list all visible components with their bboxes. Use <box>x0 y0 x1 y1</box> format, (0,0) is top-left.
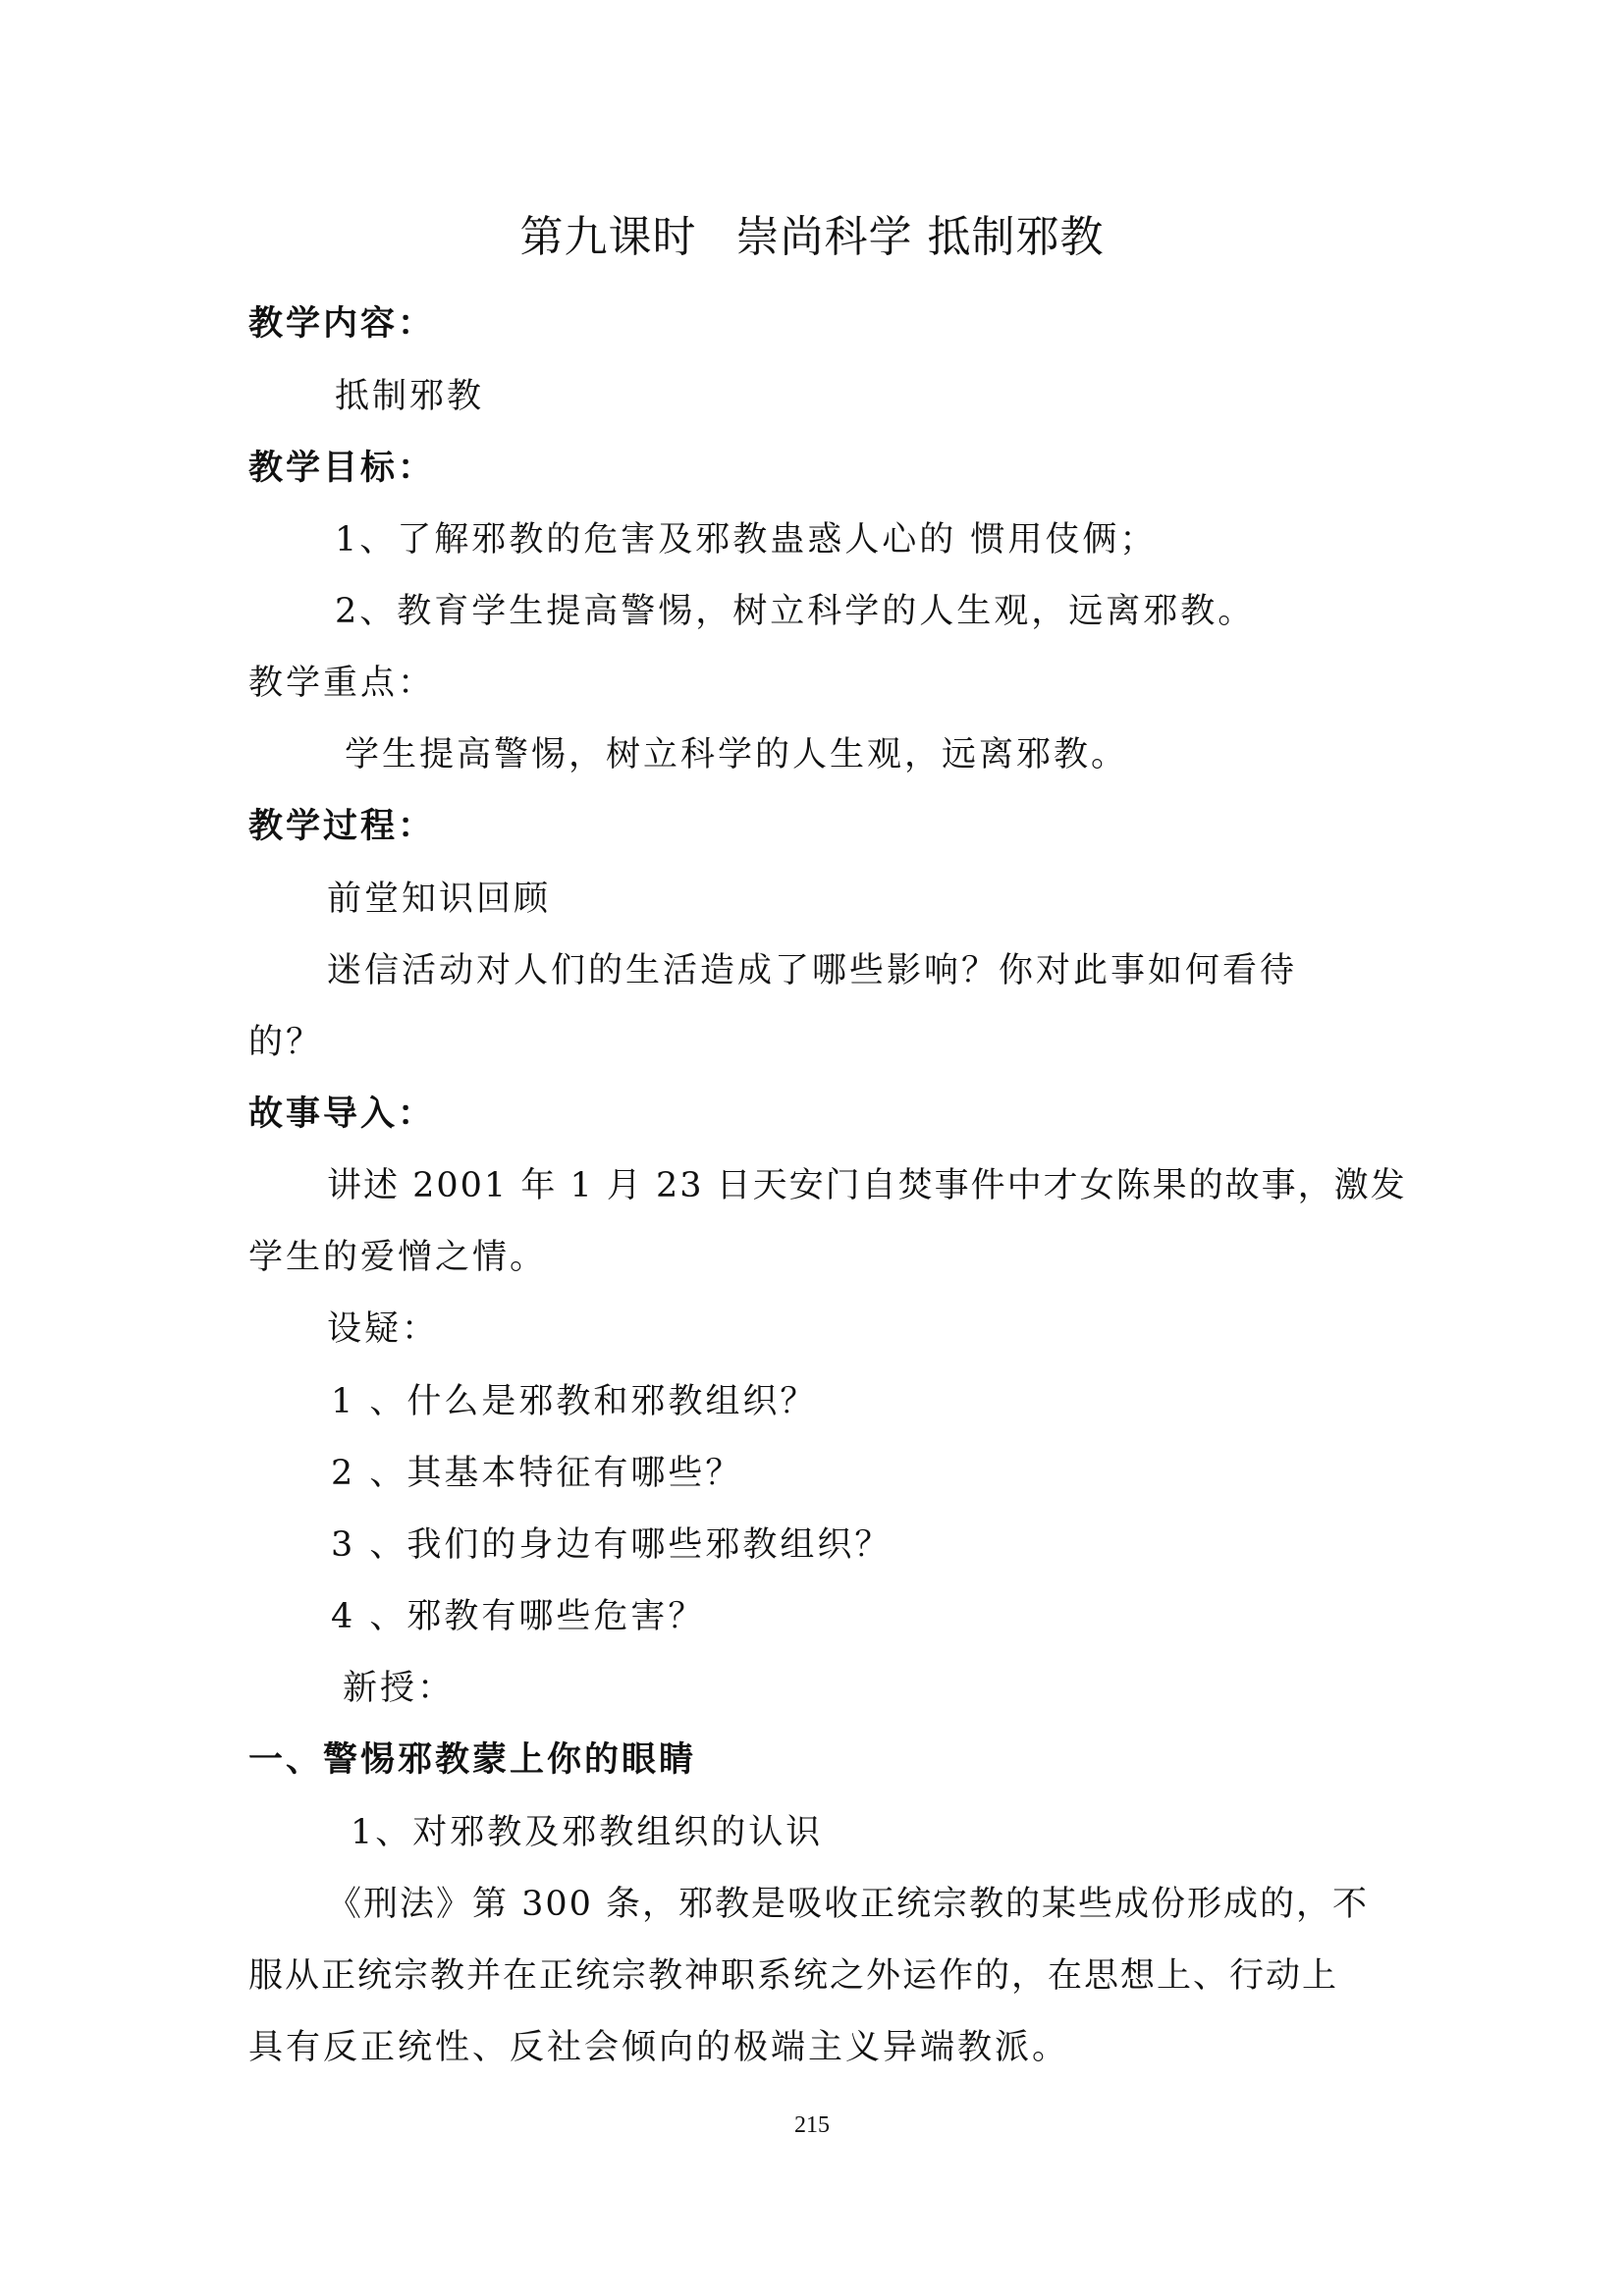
law-line-3: 具有反正统性、反社会倾向的极端主义异端教派。 <box>248 2028 1070 2067</box>
story-line-2: 学生的爱憎之情。 <box>248 1238 548 1277</box>
part-one-subheading: 1、对邪教及邪教组织的认识 <box>351 1813 824 1852</box>
law-line-2: 服从正统宗教并在正统宗教神职系统之外运作的，在思想上、行动上 <box>248 1956 1339 1996</box>
page-title <box>0 208 1624 267</box>
story-line-1: 讲述 2001 年 1 月 23 日天安门自焚事件中才女陈果的故事，激发 <box>327 1166 1407 1205</box>
teaching-process-heading: 教学过程： <box>248 807 436 846</box>
review-question-line-1: 迷信活动对人们的生活造成了哪些影响？你对此事如何看待 <box>327 951 1298 990</box>
teaching-goals-heading: 教学目标： <box>248 449 436 488</box>
teaching-goal-1: 1、了解邪教的危害及邪教蛊惑人心的 惯用伎俩； <box>335 520 1158 560</box>
teaching-goal-2: 2、教育学生提高警惕，树立科学的人生观，远离邪教。 <box>335 592 1256 631</box>
story-intro-heading: 故事导入： <box>248 1095 436 1134</box>
question-3: 3 、我们的身边有哪些邪教组织？ <box>331 1525 893 1565</box>
new-lesson-label: 新授： <box>343 1669 456 1708</box>
questions-label: 设疑： <box>327 1309 440 1349</box>
question-1: 1 、什么是邪教和邪教组织？ <box>331 1382 818 1421</box>
teaching-content-heading: 教学内容： <box>248 304 436 344</box>
law-line-1: 《刑法》第 300 条，邪教是吸收正统宗教的某些成份形成的，不 <box>327 1885 1370 1924</box>
review-label: 前堂知识回顾 <box>327 880 552 919</box>
title-lesson-topic: 崇尚科学 抵制邪教 <box>735 212 1105 262</box>
teaching-focus-heading: 教学重点： <box>248 664 436 703</box>
teaching-focus-text: 学生提高警惕，树立科学的人生观，远离邪教。 <box>345 735 1129 774</box>
title-lesson-number: 第九课时 <box>519 212 697 262</box>
question-2: 2 、其基本特征有哪些？ <box>331 1454 743 1493</box>
part-one-heading: 一、警惕邪教蒙上你的眼睛 <box>248 1740 697 1780</box>
page-number: 215 <box>794 2112 830 2138</box>
teaching-content-text: 抵制邪教 <box>335 377 485 416</box>
question-4: 4 、邪教有哪些危害？ <box>331 1597 706 1636</box>
review-question-line-2: 的？ <box>248 1023 324 1062</box>
